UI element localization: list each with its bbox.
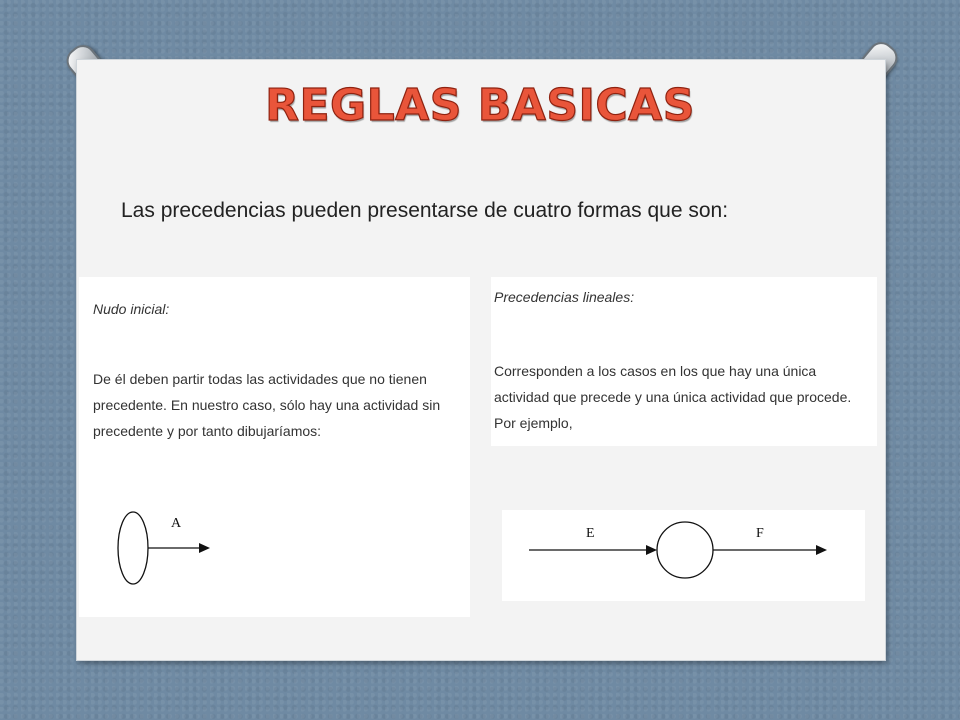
- initial-node-text: De él deben partir todas las actividades que no tienen precedente. En nuestro caso, sólo hay una actividad sin precedente y por tanto dibujaríamos:: [93, 371, 441, 439]
- linear-precedence-panel: [491, 277, 877, 446]
- activity-e-label: E: [586, 526, 595, 541]
- linear-precedence-diagram: [502, 510, 865, 601]
- linear-precedence-heading: Precedencias lineales:: [494, 289, 635, 305]
- initial-node-diagram: [79, 277, 470, 617]
- activity-a-label: A: [171, 516, 182, 531]
- activity-f-label: F: [756, 526, 764, 541]
- slide-title: REGLAS BASICAS: [265, 80, 695, 131]
- initial-node-heading: Nudo inicial:: [93, 301, 170, 317]
- linear-precedence-text: Corresponden a los casos en los que hay una única actividad que precede y una única actividad que procede. Por ejemplo,: [494, 363, 852, 431]
- node-circle: [657, 522, 713, 578]
- initial-node-circle: [118, 512, 148, 584]
- activity-f-arrowhead: [816, 545, 827, 555]
- initial-node-panel: [79, 277, 470, 617]
- intro-text: Las precedencias pueden presentarse de cuatro formas que son:: [121, 199, 729, 222]
- activity-a-arrowhead: [199, 543, 210, 553]
- linear-precedence-diagram-panel: [502, 510, 865, 601]
- activity-e-arrowhead: [646, 545, 657, 555]
